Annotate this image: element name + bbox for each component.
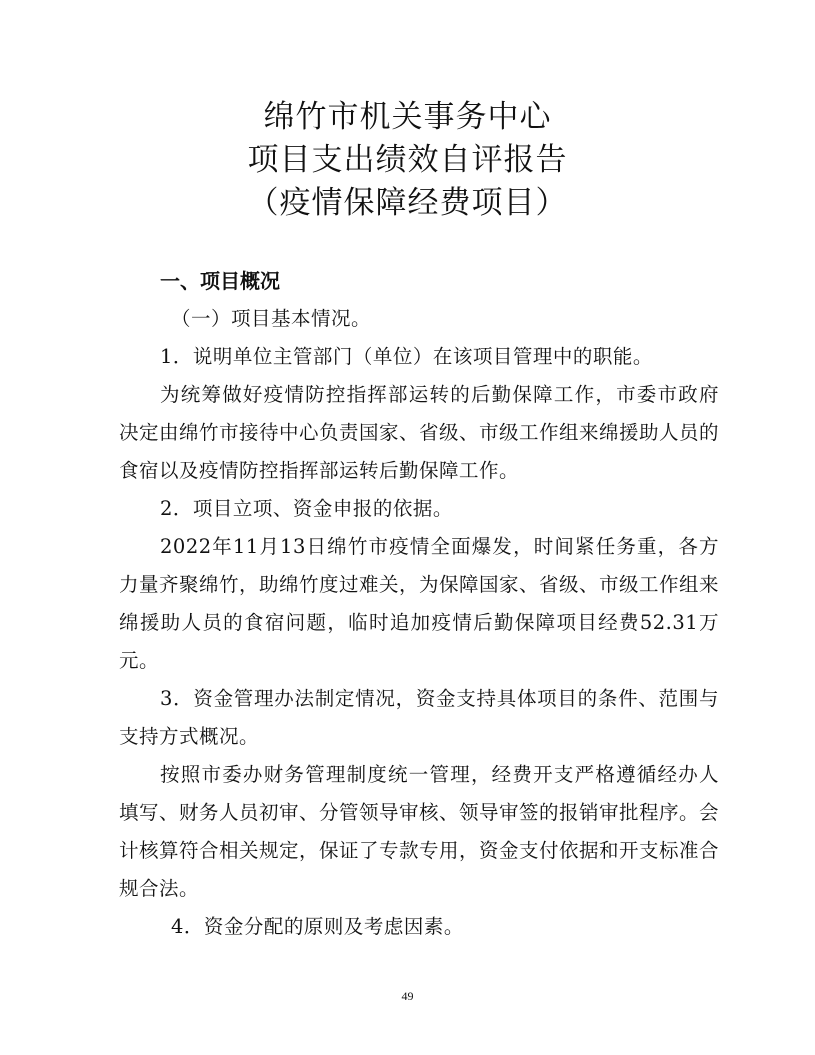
report-body <box>119 262 719 946</box>
item-1-heading: 1．说明单位主管部门（单位）在该项目管理中的职能。 <box>160 345 653 368</box>
item-3-heading: 3．资金管理办法制定情况，资金支持具体项目的条件、范围与支持方式概况。 <box>119 687 719 748</box>
report-title <box>0 96 815 225</box>
title-line-1: 绵竹市机关事务中心 <box>263 99 552 135</box>
item-2-heading: 2．项目立项、资金申报的依据。 <box>160 497 453 520</box>
item-1-paragraph: 为统筹做好疫情防控指挥部运转的后勤保障工作，市委市政府决定由绵竹市接待中心负责国家、省级、市级工作组来绵援助人员的食宿以及疫情防控指挥部运转后勤保障工作。 <box>119 383 720 482</box>
page-number: 49 <box>401 989 414 1003</box>
item-3-paragraph: 按照市委办财务管理制度统一管理，经费开支严格遵循经办人填写、财务人员初审、分管领导审核、领导审签的报销审批程序。会计核算符合相关规定，保证了专款专用，资金支付依据和开支标准合规合法。 <box>119 763 720 900</box>
item-2-paragraph: 2022年11月13日绵竹市疫情全面爆发，时间紧任务重，各方力量齐聚绵竹，助绵竹度过难关，为保障国家、省级、市级工作组来绵援助人员的食宿问题，临时追加疫情后勤保障项目经费52.31万元。 <box>119 535 720 672</box>
section-heading-project-overview: 一、项目概况 <box>160 269 280 293</box>
subsection-heading-basic-info: （一）项目基本情况。 <box>171 307 372 330</box>
title-line-3: （疫情保障经费项目） <box>247 185 568 221</box>
title-line-2: 项目支出绩效自评报告 <box>247 142 568 178</box>
item-4-heading: 4．资金分配的原则及考虑因素。 <box>171 915 464 938</box>
